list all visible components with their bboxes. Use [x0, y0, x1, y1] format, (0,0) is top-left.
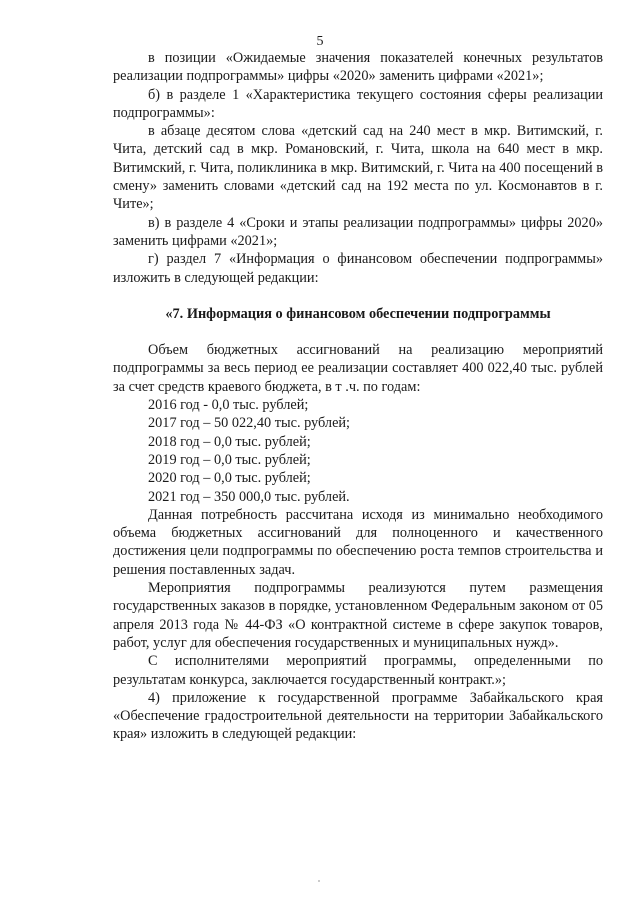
paragraph-measures: Мероприятия подпрограммы реализуются путем размещения государственных заказов в порядке, установленном Федеральным законом от 05 апреля 2013 года № 44-ФЗ «О контрактной системе в сфере закупок товаров, работ, услуг для обеспечения государственных и муниципальных нужд». — [113, 580, 603, 651]
year-item-2020: 2020 год – 0,0 тыс. рублей; — [148, 470, 311, 487]
paragraph-section-4: в) в разделе 4 «Сроки и этапы реализации подпрограммы» цифры 2020» заменить цифрами «2021»; — [113, 214, 603, 249]
paragraph-appendix: 4) приложение к государственной программе Забайкальского края «Обеспечение градостроительной деятельности на территории Забайкальского края» изложить в следующей редакции: — [113, 689, 603, 743]
scan-speck — [318, 880, 320, 882]
paragraph-contract: С исполнителями мероприятий программы, определенными по результатам конкурса, заключается государственный контракт.»; — [113, 653, 603, 688]
year-item-2016: 2016 год - 0,0 тыс. рублей; — [148, 397, 309, 414]
paragraph-volume: Объем бюджетных ассигнований на реализацию мероприятий подпрограммы за весь период ее реализации составляет 400 022,40 тыс. рублей за счет средств краевого бюджета, в т .ч. по годам: — [113, 342, 603, 395]
paragraph-section-1: б) в разделе 1 «Характеристика текущего состояния сферы реализации подпрограммы»: — [113, 86, 603, 121]
paragraph-section-7: г) раздел 7 «Информация о финансовом обеспечении подпрограммы» изложить в следующей редакции: — [113, 251, 603, 286]
paragraph-tenth-abzac: в абзаце десятом слова «детский сад на 240 мест в мкр. Витимский, г. Чита, детский сад в мкр. Романовский, г. Чита, школа на 640 мест в мкр. Витимский, г. Чита, поликлиника в мкр. Витимский, г. Чита на 400 посещений в смену» заменить словами «детский сад на 192 места по ул. Космонавтов в г. Чите»; — [113, 123, 603, 213]
page-number: 5 — [316, 34, 324, 49]
paragraph-need: Данная потребность рассчитана исходя из минимально необходимого объема бюджетных ассигнований для полноценного и качественного достижения цели подпрограммы по обеспечению роста темпов строительства и решения поставленных задач. — [113, 506, 603, 578]
document-body — [113, 49, 603, 744]
years-list — [113, 396, 603, 506]
year-item-2017: 2017 год – 50 022,40 тыс. рублей; — [148, 415, 351, 432]
paragraph-position-change: в позиции «Ожидаемые значения показателей конечных результатов реализации подпрограммы» цифры «2020» заменить цифрами «2021»; — [113, 50, 603, 85]
year-item-2018: 2018 год – 0,0 тыс. рублей; — [148, 433, 311, 450]
year-item-2019: 2019 год – 0,0 тыс. рублей; — [148, 451, 311, 468]
year-item-2021: 2021 год – 350 000,0 тыс. рублей. — [148, 488, 350, 505]
section-heading: «7. Информация о финансовом обеспечении подпрограммы — [165, 305, 551, 322]
